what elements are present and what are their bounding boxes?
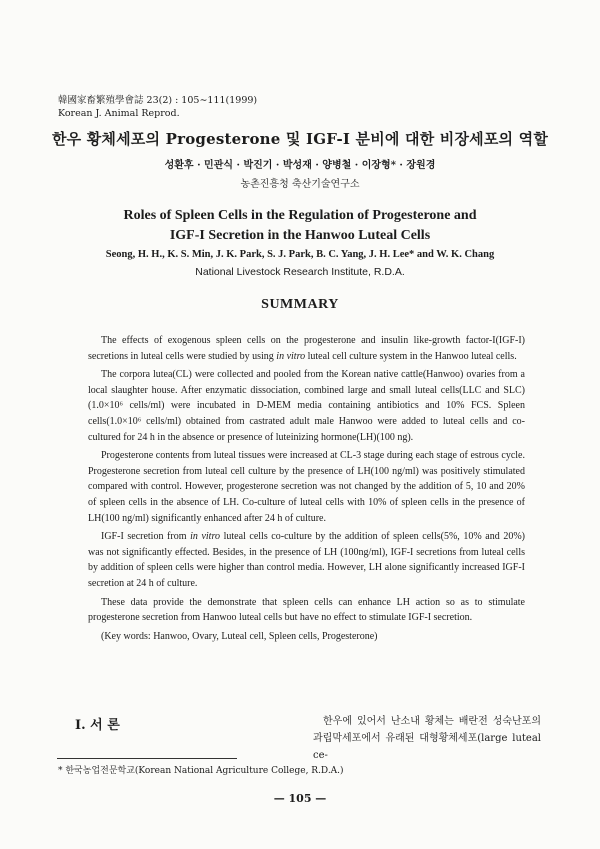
summary-paragraph-4 [88, 529, 525, 591]
introduction-text: 한우에 있어서 난소내 황체는 배란전 성숙난포의 과립막세포에서 유래된 대형황체세포(large luteal ce- [313, 716, 541, 761]
english-authors: Seong, H. H., K. S. Min, J. K. Park, S. J. Park, B. C. Yang, J. H. Lee* and W. K. Chang [105, 249, 495, 260]
introduction-heading: I. 서 론 [75, 718, 120, 733]
journal-english-name: Korean J. Animal Reprod. [58, 108, 180, 119]
summary-p4-text-end: luteal cells co-culture by the addition of spleen cells(5%, 10% and 20%) was not significantly effected. Besides, in the presence of LH (100ng/ml), IGF-I secretions from luteal cells by addition of spleen cells were higher than control media. However, LH alone significantly increased IGF-I secretion at 24 h of culture. [88, 531, 525, 589]
footnote: * 한국농업전문학교(Korean National Agriculture College, R.D.A.) [58, 766, 344, 776]
summary-body [88, 333, 525, 647]
in-vitro-term: in vitro [276, 350, 306, 362]
summary-p1-text: The effects of exogenous spleen cells on the progesterone and insulin like-growth factor-I(IGF-I) secretions in luteal cells were studied by using [88, 335, 525, 362]
english-institution: National Livestock Research Institute, R.D.A. [195, 266, 405, 278]
key-words: (Key words: Hanwoo, Ovary, Luteal cell, Spleen cells, Progesterone) [101, 630, 378, 642]
footnote-divider [57, 758, 237, 759]
summary-heading: SUMMARY [261, 297, 339, 312]
journal-korean-citation: 韓國家畜繁殖學會誌 23(2) : 105∼111(1999) [58, 95, 258, 106]
english-title-line1: Roles of Spleen Cells in the Regulation of Progesterone and [123, 208, 477, 223]
journal-citation [58, 94, 257, 120]
korean-authors: 성환후 · 민관식 · 박진기 · 박성재 · 양병철 · 이장형* · 장원경 [164, 160, 436, 171]
english-title-line2: IGF-I Secretion in the Hanwoo Luteal Cells [169, 228, 431, 243]
in-vitro-term: in vitro [190, 531, 220, 543]
summary-paragraph-5: These data provide the demonstrate that spleen cells can enhance LH action so as to stimulate progesterone secretion from Hanwoo luteal cells but have no effect to stimulate IGF-I secretion. [88, 596, 525, 624]
summary-paragraph-1 [88, 333, 525, 364]
english-title [0, 206, 600, 246]
korean-institution: 농촌진흥청 축산기술연구소 [240, 179, 360, 190]
summary-p1-text-end: luteal cell culture system in the Hanwoo luteal cells. [305, 350, 517, 362]
summary-paragraph-3: Progesterone contents from luteal tissues were increased at CL-3 stage during each stage of estrous cycle. Progesterone secretion from luteal cell culture by the presence of LH(100 ng/ml) was positively stimulated compared with control. However, progesterone secretion was not changed by the addition of 5, 10 and 20% of spleen cells in the absence of LH. Co-culture of luteal cells with 10% of spleen cells in the presence of LH(100 ng/ml) significantly enhanced after 24 h of culture. [88, 450, 525, 524]
introduction-column [313, 713, 541, 764]
korean-title: 한우 황체세포의 Progesterone 및 IGF-I 분비에 대한 비장세포의 역할 [51, 130, 549, 148]
page-number: — 105 — [273, 792, 327, 805]
summary-p4-text: IGF-I secretion from [101, 531, 191, 543]
summary-paragraph-2: The corpora lutea(CL) were collected and pooled from the Korean native cattle(Hanwoo) ovaries from a local slaughter house. After enzymatic dissociation, combined large and small luteal cells(LLC and SLC)(1.0×10⁶ cells/ml) were incubated in D-MEM media containing antibiotics and 10% FCS. Spleen cells(1.0×10⁶ cells/ml) obtained from castrated adult male Hanwoo were added to luteal cells and co-cultured for 24 h in the absence or presence of luteinizing hormone(LH)(100 ng). [88, 369, 525, 443]
